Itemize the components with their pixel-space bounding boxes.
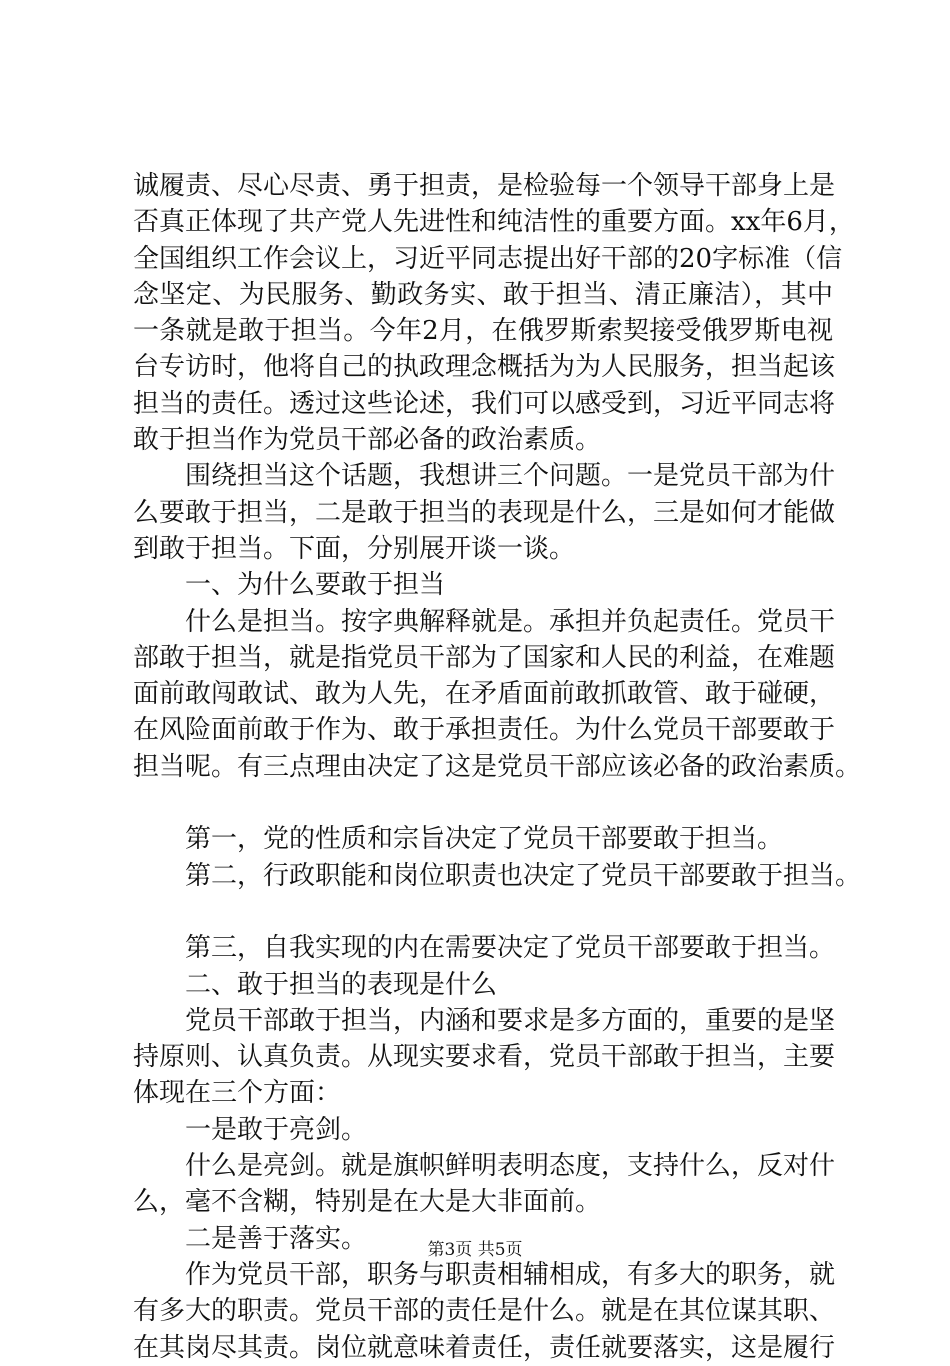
page-number-footer: 第3页 共5页 bbox=[427, 1240, 523, 1260]
body-line: 什么是亮剑。就是旗帜鲜明表明态度，支持什么，反对什 bbox=[185, 1151, 836, 1182]
body-line: 在其岗尽其责。岗位就意味着责任，责任就要落实，这是履行 bbox=[133, 1332, 836, 1363]
body-line: 有多大的职责。党员干部的责任是什么。就是在其位谋其职、 bbox=[133, 1296, 836, 1327]
subsection-heading: 一是敢于亮剑。 bbox=[185, 1114, 368, 1145]
body-line: 面前敢闯敢试、敢为人先，在矛盾面前敢抓敢管、敢于碰硬， bbox=[133, 679, 836, 710]
body-line: 部敢于担当，就是指党员干部为了国家和人民的利益，在难题 bbox=[133, 642, 836, 673]
section-heading: 一、为什么要敢于担当 bbox=[185, 570, 446, 601]
paragraph-gap bbox=[133, 785, 833, 821]
body-line: 围绕担当这个话题，我想讲三个问题。一是党员干部为什 bbox=[185, 461, 836, 492]
body-line: 党员干部敢于担当，内涵和要求是多方面的，重要的是坚 bbox=[185, 1005, 836, 1036]
paragraph-gap bbox=[133, 894, 833, 930]
body-line: 什么是担当。按字典解释就是。承担并负起责任。党员干 bbox=[185, 606, 836, 637]
body-line: 一条就是敢于担当。今年2月，在俄罗斯索契接受俄罗斯电视 bbox=[133, 316, 833, 347]
body-line: 诚履责、尽心尽责、勇于担责，是检验每一个领导干部身上是 bbox=[133, 171, 836, 201]
body-line: 第三，自我实现的内在需要决定了党员干部要敢于担当。 bbox=[185, 933, 836, 964]
body-line: 在风险面前敢于作为、敢于承担责任。为什么党员干部要敢于 bbox=[133, 715, 836, 746]
body-line: 第一，党的性质和宗旨决定了党员干部要敢于担当。 bbox=[185, 824, 784, 855]
body-line: 么要敢于担当，二是敢于担当的表现是什么，三是如何才能做 bbox=[133, 497, 836, 528]
body-line: 否真正体现了共产党人先进性和纯洁性的重要方面。xx年6月， bbox=[133, 207, 855, 238]
body-line: 敢于担当作为党员干部必备的政治素质。 bbox=[133, 425, 602, 456]
body-line: 全国组织工作会议上，习近平同志提出好干部的20字标准（信 bbox=[133, 243, 843, 274]
section-heading: 二、敢于担当的表现是什么 bbox=[185, 969, 498, 1000]
body-line: 持原则、认真负责。从现实要求看，党员干部敢于担当，主要 bbox=[133, 1042, 836, 1073]
body-line: 作为党员干部，职务与职责相辅相成，有多大的职务，就 bbox=[185, 1259, 836, 1290]
body-line: 到敢于担当。下面，分别展开谈一谈。 bbox=[133, 533, 576, 564]
body-line: 念坚定、为民服务、勤政务实、敢于担当、清正廉洁），其中 bbox=[133, 279, 833, 310]
body-line: 台专访时，他将自己的执政理念概括为为人民服务，担当起该 bbox=[133, 352, 836, 383]
body-line: 么，毫不含糊，特别是在大是大非面前。 bbox=[133, 1187, 602, 1218]
body-line: 第二，行政职能和岗位职责也决定了党员干部要敢于担当。 bbox=[185, 860, 862, 891]
body-line: 体现在三个方面： bbox=[133, 1078, 342, 1109]
body-line: 担当呢。有三点理由决定了这是党员干部应该必备的政治素质。 bbox=[133, 751, 862, 782]
body-line: 担当的责任。透过这些论述，我们可以感受到，习近平同志将 bbox=[133, 388, 836, 419]
document-body bbox=[133, 168, 862, 1366]
subsection-heading: 二是善于落实。 bbox=[185, 1223, 368, 1254]
